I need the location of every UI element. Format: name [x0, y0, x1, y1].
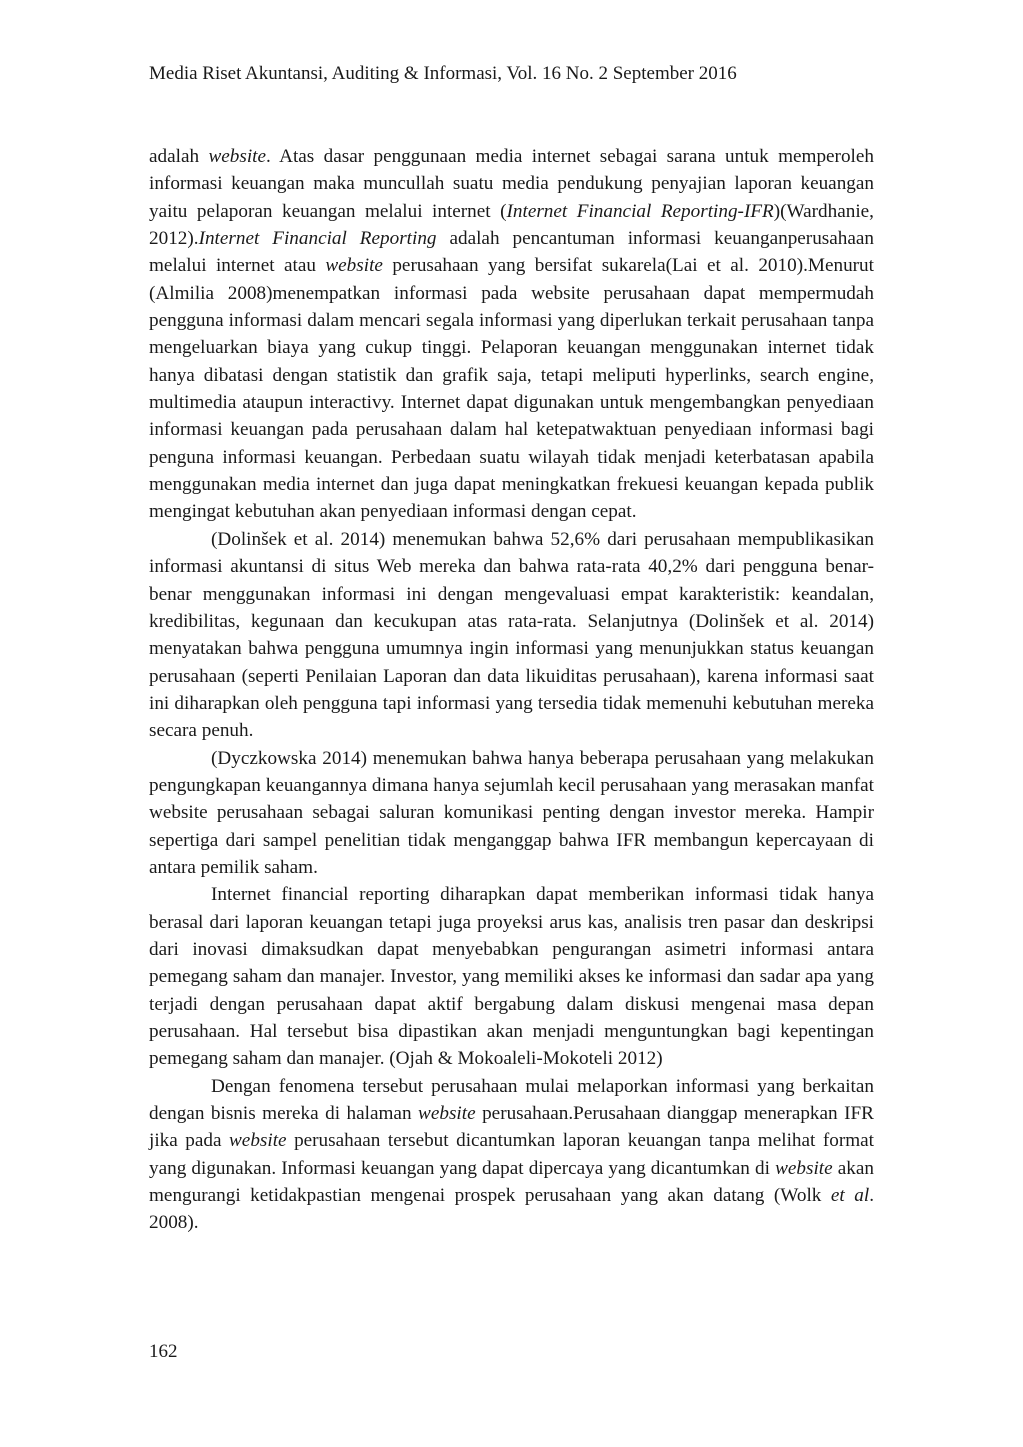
paragraph — [149, 881, 874, 1072]
italic-text: website — [325, 255, 383, 277]
text-run: . 2008). — [149, 1185, 874, 1234]
text-run: )(Wardhanie, 2012). — [149, 200, 874, 250]
text-run: adalah pencantuman informasi keuanganperusahaan melalui internet atau — [149, 228, 874, 277]
text-run: Dengan fenomena tersebut perusahaan mulai melaporkan informasi yang berkaitan dengan bisnis mereka di halaman — [149, 1075, 874, 1125]
italic-text: website — [208, 146, 266, 167]
text-run: akan mengurangi ketidakpastian mengenai prospek perusahaan yang akan datang (Wolk — [149, 1157, 874, 1207]
text-run: (Dyczkowska 2014) menemukan bahwa hanya beberapa perusahaan yang melakukan pengungkapan keuangannya dimana hanya sejumlah kecil perusahaan yang merasakan manfat website perusahaan sebagai saluran komunikasi penting dengan investor mereka. Hampir sepertiga dari sampel penelitian tidak menganggap bahwa IFR membangun kepercayaan di antara pemilik saham. — [149, 747, 874, 878]
text-run: (Dolinšek et al. 2014) menemukan bahwa 52,6% dari perusahaan mempublikasikan informasi akuntansi di situs Web mereka dan bahwa rata-rata 40,2% dari pengguna benar-benar menggunakan informasi ini dengan mengevaluasi empat karakteristik: keandalan, kredibilitas, kegunaan dan kecukupan atas rata-rata. Selanjutnya (Dolinšek et al. 2014) menyatakan bahwa pengguna umumnya ingin informasi yang menunjukkan status keuangan perusahaan (seperti Penilaian Laporan dan data likuiditas perusahaan), karena informasi saat ini diharapkan oleh pengguna tapi informasi yang tersedia tidak memenuhi kebutuhan mereka secara penuh. — [149, 528, 874, 742]
italic-text: Internet Financial Reporting-IFR — [506, 200, 774, 222]
paragraph — [149, 143, 874, 526]
text-run: perusahaan yang bersifat sukarela(Lai et al. 2010).Menurut (Almilia 2008)menempatkan informasi pada website perusahaan dapat mempermudah pengguna informasi dalam mencari segala informasi yang diperlukan terkait perusahaan tanpa mengeluarkan biaya yang cukup tinggi. Pelaporan keuangan menggunakan internet tidak hanya dibatasi dengan statistik dan grafik saja, tetapi meliputi hyperlinks, search engine, multimedia ataupun interactivy. Internet dapat digunakan untuk mengembangkan penyediaan informasi keuangan pada perusahaan dalam hal ketepatwaktuan penyediaan informasi bagi penguna informasi keuangan. Perbedaan suatu wilayah tidak menjadi keterbatasan apabila menggunakan media internet dan juga dapat meningkatkan frekuesi keuangan kepada publik mengingat kebutuhan akan penyediaan informasi dengan cepat. — [149, 255, 874, 523]
paragraph — [149, 1073, 874, 1237]
page-number: 162 — [149, 1341, 178, 1362]
text-run: Internet financial reporting diharapkan dapat memberikan informasi tidak hanya berasal dari laporan keuangan tetapi juga proyeksi arus kas, analisis tren pasar dan deskripsi dari inovasi dimaksudkan dapat menyebabkan pengurangan asimetri informasi antara pemegang saham dan manajer. Investor, yang memiliki akses ke informasi dan sadar apa yang terjadi dengan perusahaan dapat aktif bergabung dalam diskusi mengenai masa depan perusahaan. Hal tersebut bisa dipastikan akan menjadi menguntungkan bagi kepentingan pemegang saham dan manajer. (Ojah & Mokoaleli-Mokoteli 2012) — [149, 884, 874, 1070]
italic-text: website — [229, 1130, 287, 1152]
italic-text: website — [775, 1157, 833, 1179]
text-run: perusahaan.Perusahaan dianggap menerapkan IFR jika pada — [149, 1103, 874, 1152]
italic-text: website — [418, 1103, 476, 1125]
italic-text: Internet Financial Reporting — [198, 228, 437, 250]
text-run: perusahaan tersebut dicantumkan laporan keuangan tanpa melihat format yang digunakan. Informasi keuangan yang dapat dipercaya yang dicantumkan di — [149, 1130, 874, 1179]
body-text — [149, 143, 874, 1237]
text-run: . Atas dasar penggunaan media internet sebagai sarana untuk memperoleh informasi keuangan maka muncullah suatu media pendukung penyajian laporan keuangan yaitu pelaporan keuangan melalui internet ( — [149, 146, 874, 222]
text-run: adalah — [149, 146, 209, 167]
paragraph — [149, 745, 874, 882]
paragraph — [149, 526, 874, 745]
running-header: Media Riset Akuntansi, Auditing & Informasi, Vol. 16 No. 2 September 2016 — [149, 63, 737, 84]
italic-text: et al — [830, 1185, 870, 1207]
